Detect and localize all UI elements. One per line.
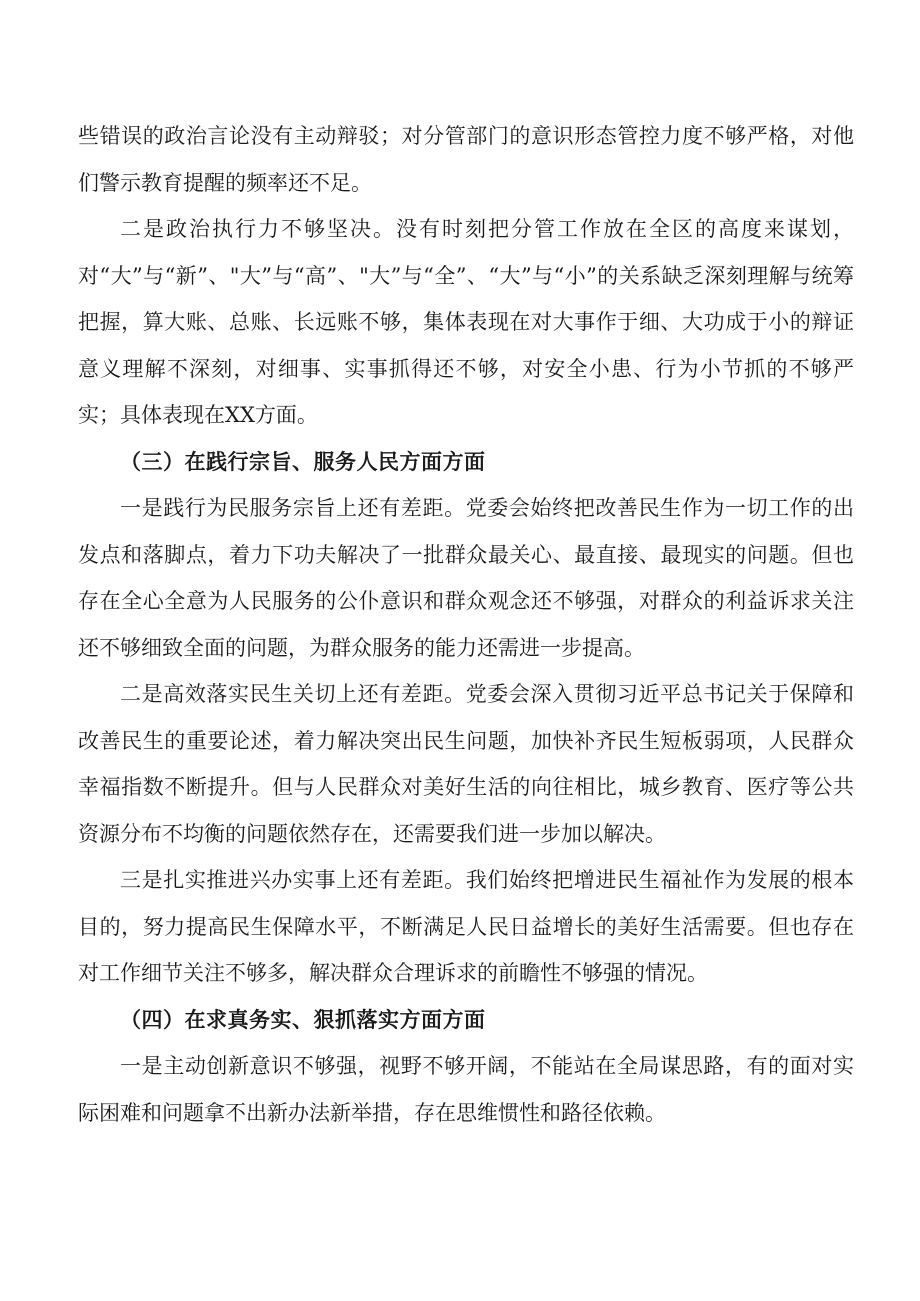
section-heading-3: （三）在践行宗旨、服务人民方面方面	[120, 449, 486, 474]
paragraph-serve-people-3: 三是扎实推进兴办实事上还有差距。我们始终把增进民生福祉作为发展的根本目的，努力提高民生保障水平，不断满足人民日益增长的美好生活需要。但也存在对工作细节关注不够多，解决群众合理诉求的前瞻性不够强的情况。	[78, 868, 854, 985]
paragraph-pragmatic-1: 一是主动创新意识不够强，视野不够开阔，不能站在全局谋思路，有的面对实际困难和问题拿不出新办法新举措，存在思维惯性和路径依赖。	[78, 1054, 854, 1125]
paragraph-serve-people-2: 二是高效落实民生关切上还有差距。党委会深入贯彻习近平总书记关于保障和改善民生的重要论述，着力解决突出民生问题，加快补齐民生短板弱项，人民群众幸福指数不断提升。但与人民群众对美好生活的向往相比，城乡教育、医疗等公共资源分布不均衡的问题依然存在，还需要我们进一步加以解决。	[78, 682, 854, 846]
document-body	[78, 113, 854, 1136]
section-heading-4: （四）在求真务实、狠抓落实方面方面	[120, 1007, 486, 1032]
paragraph-political-execution: 二是政治执行力不够坚决。没有时刻把分管工作放在全区的高度来谋划，对“大”与“新”、"大”与“高”、"大”与“全”、“大”与“小”的关系缺乏深刻理解与统筹把握，算大账、总账、长远账不够，集体表现在对大事作于细、大功成于小的辩证意义理解不深刻，对细事、实事抓得还不够，对安全小患、行为小节抓的不够严实；具体表现在XX方面。	[78, 217, 854, 427]
paragraph-serve-people-1: 一是践行为民服务宗旨上还有差距。党委会始终把改善民生作为一切工作的出发点和落脚点，着力下功夫解决了一批群众最关心、最直接、最现实的问题。但也存在全心全意为人民服务的公仆意识和群众观念还不够强，对群众的利益诉求关注还不够细致全面的问题，为群众服务的能力还需进一步提高。	[78, 496, 854, 660]
paragraph-continuation: 些错误的政治言论没有主动辩驳；对分管部门的意识形态管控力度不够严格，对他们警示教育提醒的频率还不足。	[78, 124, 854, 195]
